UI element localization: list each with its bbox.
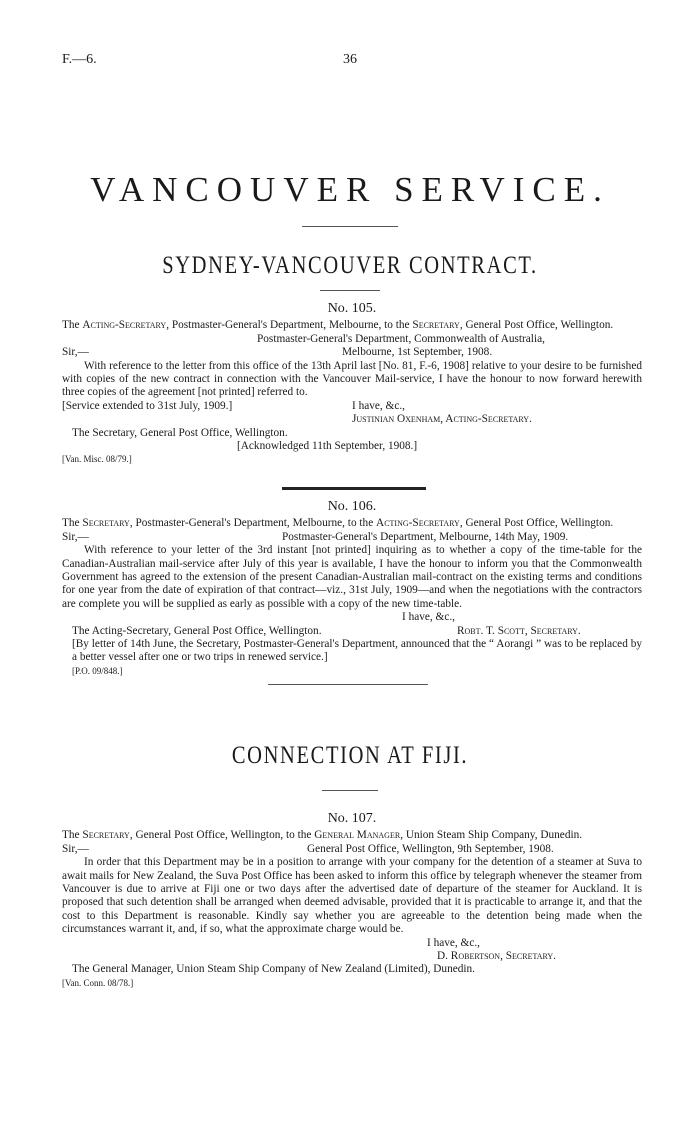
letter-date: Melbourne, 1st September, 1908. [342,346,493,359]
salutation: Sir,— [62,346,89,359]
divider [268,684,428,685]
letter-heading: The Secretary, Postmaster-General's Department, Melbourne, to the Acting-Secretary, General Post Office, Wellington. [62,517,614,530]
letter-number: No. 106. [327,499,377,514]
divider [320,290,380,291]
acknowledgement: [Acknowledged 11th September, 1908.] [237,440,418,453]
letter-address: Postmaster-General's Department, Commonwealth of Australia, [257,332,545,345]
page-code: F.—6. [62,52,97,67]
file-reference: [Van. Misc. 08/79.] [62,454,132,465]
recipient: The Secretary, General Post Office, Wellington. [72,426,288,439]
letter-date: General Post Office, Wellington, 9th September, 1908. [307,842,554,855]
salutation: Sir,— [62,842,89,855]
letter-number: No. 107. [327,811,377,826]
salutation: Sir,— [62,530,89,543]
letter-number: No. 105. [327,301,377,316]
letter-107 [62,812,642,990]
closing: I have, &c., [352,399,406,412]
letter-body: With reference to the letter from this office of the 13th April last [No. 81, F.-6, 1908] relative to your desire to be furnished with copies of the new contract in connection with the Vancouver Mail-service, I have the honour to now forward herewith three copies of the agreement [not printed] referred to. [62,359,642,399]
signature: D. Robertson, Secretary. [437,950,556,963]
letter-heading: The Secretary, General Post Office, Wellington, to the General Manager, Union Steam Ship Company, Dunedin. [62,829,583,842]
section-title: CONNECTION AT FIJI. [231,742,469,769]
sub-title: SYDNEY-VANCOUVER CONTRACT. [162,252,538,279]
letter-106 [62,500,642,678]
main-title: VANCOUVER SERVICE. [90,170,610,209]
letter-105 [62,302,642,467]
letter-heading: The Acting-Secretary, Postmaster-General's Department, Melbourne, to the Secretary, General Post Office, Wellington. [62,319,614,332]
signature: Justinian Oxenham, Acting-Secretary. [352,413,532,426]
editor-note: [Service extended to 31st July, 1909.] [62,399,233,412]
editor-note: [By letter of 14th June, the Secretary, Postmaster-General's Department, announced that the “ Aorangi ” was to be replaced by a better vessel after one or two trips in renewed service.] [72,638,642,664]
page-number: 36 [343,52,357,67]
divider [322,790,378,791]
recipient: The General Manager, Union Steam Ship Company of New Zealand (Limited), Dunedin. [72,963,475,976]
closing: I have, &c., [427,936,481,949]
recipient: The Acting-Secretary, General Post Office, Wellington. [72,624,322,637]
letter-date: Postmaster-General's Department, Melbourne, 14th May, 1909. [282,530,569,543]
divider [282,487,426,490]
letter-body: In order that this Department may be in a position to arrange with your company for the detention of a steamer at Suva to await mails for New Zealand, the Suva Post Office has been asked to inform this office by telegraph whenever the steamer from Vancouver is due to arrive at Fiji one or two days after the advertised date of departure of the steamer for Auckland. It is proposed that such detention shall be arranged when deemed advisable, provided that it is practicable to arrange it, and that the cost to this Department is reasonable. Kindly say whether you are agreeable to the detention being made when the circumstances warrant it, and, if so, what the approximate charge would be. [62,856,642,936]
letter-body: With reference to your letter of the 3rd instant [not printed] inquiring as to whether a copy of the time-table for the Canadian-Australian mail-service after July of this year is available, I have the honour to inform you that the Commonwealth Government has agreed to the extension of the present Canadian-Australian mail-contract on the existing terms and conditions for one year from the date of expiration of that contract—viz., 31st July, 1909—and when the negotiations with the contractors are complete you will be supplied as early as possible with a copy of the new time-table. [62,544,642,610]
closing: I have, &c., [402,611,456,624]
signature: Robt. T. Scott, Secretary. [457,624,581,637]
file-reference: [Van. Conn. 08/78.] [62,977,134,988]
divider [302,226,398,227]
file-reference: [P.O. 09/848.] [72,665,123,676]
